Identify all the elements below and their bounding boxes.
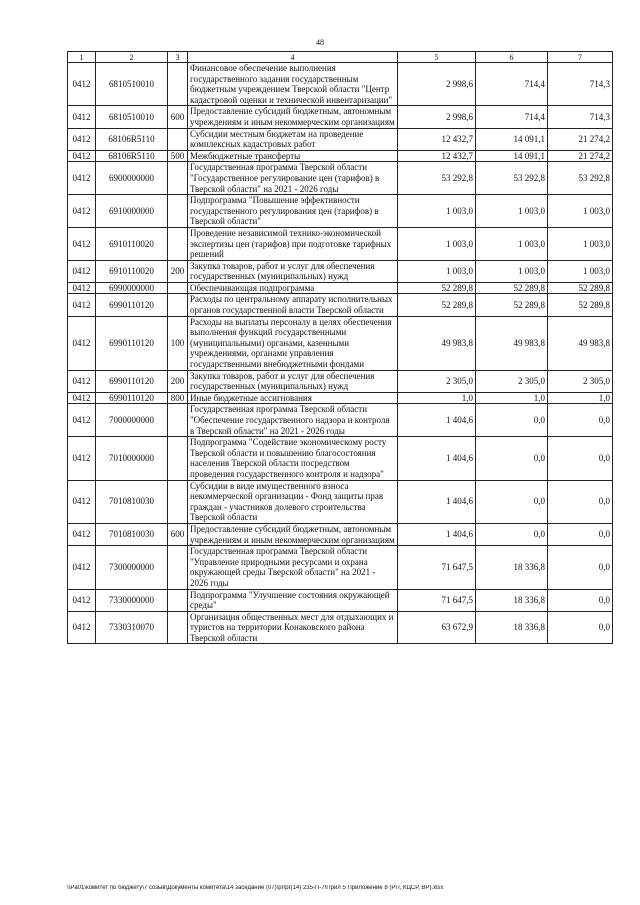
section-cell: 0412 — [68, 523, 96, 545]
description-cell: Подпрограмма "Улучшение состояния окружающей среды" — [188, 589, 398, 611]
section-cell: 0412 — [68, 370, 96, 392]
section-cell: 0412 — [68, 260, 96, 282]
expense-type-cell — [168, 480, 188, 523]
target-code-cell: 7010810030 — [96, 480, 168, 523]
description-cell: Межбюджетные трансферты — [188, 150, 398, 162]
column-header: 3 — [168, 52, 188, 63]
expense-type-cell: 200 — [168, 370, 188, 392]
target-code-cell: 7300000000 — [96, 546, 168, 589]
target-code-cell: 6990110120 — [96, 392, 168, 404]
table-row — [68, 106, 613, 128]
target-code-cell: 6810510010 — [96, 106, 168, 128]
value-col7-cell: 2 305,0 — [548, 370, 613, 392]
target-code-cell: 68106R5110 — [96, 150, 168, 162]
expense-type-cell — [168, 282, 188, 294]
value-col5-cell: 52 289,8 — [398, 282, 476, 294]
target-code-cell: 6990000000 — [96, 282, 168, 294]
value-col7-cell: 1 003,0 — [548, 195, 613, 228]
target-code-cell: 7000000000 — [96, 404, 168, 437]
expense-type-cell — [168, 195, 188, 228]
target-code-cell: 7010000000 — [96, 437, 168, 480]
target-code-cell: 6910110020 — [96, 260, 168, 282]
value-col7-cell: 21 274,2 — [548, 128, 613, 150]
expense-type-cell — [168, 404, 188, 437]
value-col7-cell: 714,3 — [548, 63, 613, 106]
section-cell: 0412 — [68, 437, 96, 480]
column-header: 7 — [548, 52, 613, 63]
description-cell: Предоставление субсидий бюджетным, автономным учреждениям и иным некоммерческим организациям — [188, 106, 398, 128]
description-cell: Финансовое обеспечение выполнения государственного задания государственным бюджетным учреждением Тверской области "Центр кадастровой оценки и технической инвентаризации" — [188, 63, 398, 106]
table-row — [68, 480, 613, 523]
value-col6-cell: 0,0 — [476, 404, 548, 437]
value-col6-cell: 0,0 — [476, 437, 548, 480]
table-row — [68, 370, 613, 392]
description-cell: Государственная программа Тверской области "Обеспечение государственного надзора и контроля в Тверской области" на 2021 - 2026 годы — [188, 404, 398, 437]
value-col6-cell: 18 336,8 — [476, 611, 548, 644]
section-cell: 0412 — [68, 294, 96, 316]
value-col6-cell: 0,0 — [476, 523, 548, 545]
description-cell: Государственная программа Тверской области "Управление природными ресурсами и охрана окружающей среды Тверской области" на 2021 - 2026 годы — [188, 546, 398, 589]
expense-type-cell: 600 — [168, 106, 188, 128]
target-code-cell: 68106R5110 — [96, 128, 168, 150]
section-cell: 0412 — [68, 480, 96, 523]
column-header: 4 — [188, 52, 398, 63]
section-cell: 0412 — [68, 546, 96, 589]
description-cell: Расходы по центральному аппарату исполнительных органов государственной власти Тверской области — [188, 294, 398, 316]
value-col6-cell: 1,0 — [476, 392, 548, 404]
value-col5-cell: 1 003,0 — [398, 260, 476, 282]
value-col6-cell: 53 292,8 — [476, 162, 548, 195]
table-row — [68, 150, 613, 162]
value-col5-cell: 49 983,8 — [398, 316, 476, 370]
table-row — [68, 316, 613, 370]
value-col6-cell: 18 336,8 — [476, 589, 548, 611]
value-col5-cell: 12 432,7 — [398, 128, 476, 150]
value-col5-cell: 71 647,5 — [398, 546, 476, 589]
value-col7-cell: 21 274,2 — [548, 150, 613, 162]
expense-type-cell — [168, 227, 188, 260]
description-cell: Иные бюджетные ассигнования — [188, 392, 398, 404]
value-col6-cell: 14 091,1 — [476, 150, 548, 162]
section-cell: 0412 — [68, 392, 96, 404]
target-code-cell: 6990110120 — [96, 316, 168, 370]
section-cell: 0412 — [68, 282, 96, 294]
column-header: 2 — [96, 52, 168, 63]
table-row — [68, 63, 613, 106]
value-col7-cell: 0,0 — [548, 611, 613, 644]
value-col5-cell: 52 289,8 — [398, 294, 476, 316]
value-col6-cell: 1 003,0 — [476, 260, 548, 282]
value-col6-cell: 49 983,8 — [476, 316, 548, 370]
target-code-cell: 7330310070 — [96, 611, 168, 644]
value-col6-cell: 1 003,0 — [476, 227, 548, 260]
table-row — [68, 195, 613, 228]
file-path-footer: \\Pa01\комитет по бюджету\7 созыв\Документы комитета\14 заседание (07)\pr\pr(14) 235-П-7\Прил 5 Приложение 8 (РП, КЦСР, ВР).xlsx — [67, 885, 444, 891]
value-col5-cell: 12 432,7 — [398, 150, 476, 162]
target-code-cell: 7330000000 — [96, 589, 168, 611]
column-number-row — [68, 52, 613, 63]
value-col5-cell: 1 003,0 — [398, 227, 476, 260]
table-row — [68, 282, 613, 294]
value-col7-cell: 0,0 — [548, 523, 613, 545]
value-col7-cell: 52 289,8 — [548, 294, 613, 316]
description-cell: Субсидии в виде имущественного взноса некоммерческой организации - Фонд защиты прав граждан - участников долевого строительства Тверской области — [188, 480, 398, 523]
value-col5-cell: 1 404,6 — [398, 480, 476, 523]
budget-table — [67, 51, 613, 644]
section-cell: 0412 — [68, 106, 96, 128]
description-cell: Закупка товаров, работ и услуг для обеспечения государственных (муниципальных) нужд — [188, 370, 398, 392]
value-col6-cell: 714,4 — [476, 106, 548, 128]
value-col6-cell: 14 091,1 — [476, 128, 548, 150]
value-col7-cell: 1,0 — [548, 392, 613, 404]
value-col5-cell: 1,0 — [398, 392, 476, 404]
value-col6-cell: 1 003,0 — [476, 195, 548, 228]
value-col7-cell: 0,0 — [548, 480, 613, 523]
description-cell: Государственная программа Тверской области "Государственное регулирование цен (тарифов) в Тверской области" на 2021 - 2026 годы — [188, 162, 398, 195]
value-col7-cell: 49 983,8 — [548, 316, 613, 370]
description-cell: Предоставление субсидий бюджетным, автономным учреждениям и иным некоммерческим организациям — [188, 523, 398, 545]
expense-type-cell — [168, 589, 188, 611]
value-col5-cell: 2 998,6 — [398, 63, 476, 106]
section-cell: 0412 — [68, 195, 96, 228]
value-col7-cell: 0,0 — [548, 589, 613, 611]
description-cell: Закупка товаров, работ и услуг для обеспечения государственных (муниципальных) нужд — [188, 260, 398, 282]
description-cell: Организация общественных мест для отдыхающих и туристов на территории Конаковского района Тверской области — [188, 611, 398, 644]
description-cell: Подпрограмма "Содействие экономическому росту Тверской области и повышению благосостояния населения Тверской области посредством проведения государственного контроля и надзора" — [188, 437, 398, 480]
value-col5-cell: 71 647,5 — [398, 589, 476, 611]
table-row — [68, 546, 613, 589]
description-cell: Проведение независимой технико-экономической экспертизы цен (тарифов) при подготовке тарифных решений — [188, 227, 398, 260]
expense-type-cell — [168, 162, 188, 195]
description-cell: Субсидии местным бюджетам на проведение комплексных кадастровых работ — [188, 128, 398, 150]
column-header: 1 — [68, 52, 96, 63]
table-row — [68, 227, 613, 260]
expense-type-cell: 100 — [168, 316, 188, 370]
section-cell: 0412 — [68, 63, 96, 106]
section-cell: 0412 — [68, 404, 96, 437]
expense-type-cell — [168, 128, 188, 150]
target-code-cell: 6810510010 — [96, 63, 168, 106]
value-col6-cell: 52 289,8 — [476, 294, 548, 316]
expense-type-cell: 800 — [168, 392, 188, 404]
value-col7-cell: 1 003,0 — [548, 227, 613, 260]
expense-type-cell — [168, 294, 188, 316]
expense-type-cell — [168, 63, 188, 106]
table-row — [68, 589, 613, 611]
table-row — [68, 437, 613, 480]
target-code-cell: 7010810030 — [96, 523, 168, 545]
target-code-cell: 6990110120 — [96, 370, 168, 392]
value-col7-cell: 52 289,8 — [548, 282, 613, 294]
value-col7-cell: 0,0 — [548, 546, 613, 589]
table-row — [68, 392, 613, 404]
column-header: 5 — [398, 52, 476, 63]
section-cell: 0412 — [68, 589, 96, 611]
section-cell: 0412 — [68, 150, 96, 162]
table-row — [68, 611, 613, 644]
table-row — [68, 162, 613, 195]
column-header: 6 — [476, 52, 548, 63]
table-row — [68, 294, 613, 316]
target-code-cell: 6910110020 — [96, 227, 168, 260]
table-row — [68, 128, 613, 150]
value-col7-cell: 0,0 — [548, 404, 613, 437]
section-cell: 0412 — [68, 227, 96, 260]
table-row — [68, 404, 613, 437]
target-code-cell: 6990110120 — [96, 294, 168, 316]
target-code-cell: 6900000000 — [96, 162, 168, 195]
value-col5-cell: 1 003,0 — [398, 195, 476, 228]
description-cell: Подпрограмма "Повышение эффективности государственного регулирования цен (тарифов) в Тверской области" — [188, 195, 398, 228]
value-col7-cell: 53 292,8 — [548, 162, 613, 195]
value-col6-cell: 52 289,8 — [476, 282, 548, 294]
value-col5-cell: 2 998,6 — [398, 106, 476, 128]
value-col5-cell: 1 404,6 — [398, 523, 476, 545]
section-cell: 0412 — [68, 162, 96, 195]
target-code-cell: 6910000000 — [96, 195, 168, 228]
description-cell: Расходы на выплаты персоналу в целях обеспечения выполнения функций государственными (муниципальными) органами, казенными учреждениями, органами управления государственными внебюджетными фондами — [188, 316, 398, 370]
expense-type-cell: 200 — [168, 260, 188, 282]
value-col5-cell: 1 404,6 — [398, 404, 476, 437]
value-col7-cell: 1 003,0 — [548, 260, 613, 282]
value-col6-cell: 0,0 — [476, 480, 548, 523]
section-cell: 0412 — [68, 611, 96, 644]
expense-type-cell — [168, 611, 188, 644]
value-col7-cell: 0,0 — [548, 437, 613, 480]
value-col5-cell: 63 672,9 — [398, 611, 476, 644]
value-col7-cell: 714,3 — [548, 106, 613, 128]
value-col5-cell: 53 292,8 — [398, 162, 476, 195]
expense-type-cell: 600 — [168, 523, 188, 545]
expense-type-cell — [168, 546, 188, 589]
table-row — [68, 523, 613, 545]
section-cell: 0412 — [68, 316, 96, 370]
value-col5-cell: 2 305,0 — [398, 370, 476, 392]
page-number: 48 — [316, 38, 324, 47]
value-col6-cell: 18 336,8 — [476, 546, 548, 589]
expense-type-cell: 500 — [168, 150, 188, 162]
description-cell: Обеспечивающая подпрограмма — [188, 282, 398, 294]
value-col6-cell: 2 305,0 — [476, 370, 548, 392]
section-cell: 0412 — [68, 128, 96, 150]
expense-type-cell — [168, 437, 188, 480]
value-col6-cell: 714,4 — [476, 63, 548, 106]
table-row — [68, 260, 613, 282]
value-col5-cell: 1 404,6 — [398, 437, 476, 480]
